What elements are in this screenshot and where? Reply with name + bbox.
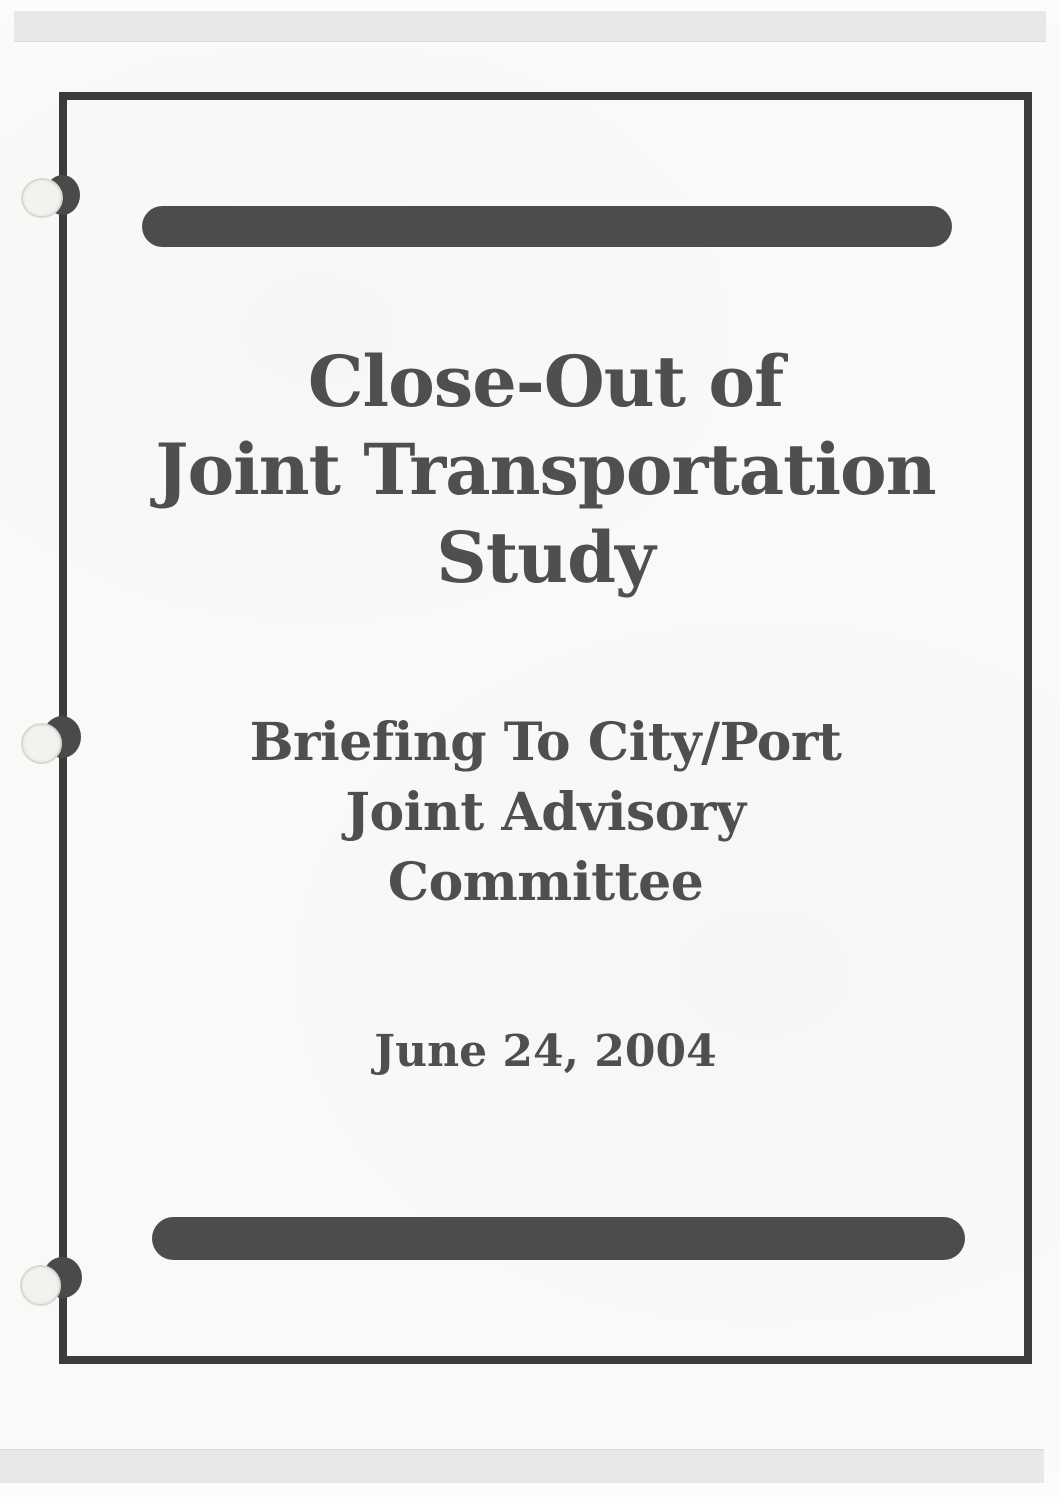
binder-hole-opening xyxy=(21,723,62,764)
subtitle-line-2: Joint Advisory xyxy=(345,782,746,843)
document-subtitle xyxy=(67,708,1024,918)
subtitle-line-3: Committee xyxy=(387,852,704,913)
title-line-1: Close-Out of xyxy=(307,340,784,423)
binder-hole xyxy=(19,1256,82,1308)
document-date: June 24, 2004 xyxy=(374,1026,717,1077)
title-line-2: Joint Transportation xyxy=(155,428,936,511)
binder-hole xyxy=(20,174,82,220)
title-line-3: Study xyxy=(436,516,655,599)
document-title xyxy=(67,338,1024,602)
cover-content xyxy=(67,0,1024,1497)
binder-hole-opening xyxy=(20,1265,61,1306)
subtitle-line-1: Briefing To City/Port xyxy=(249,712,842,773)
binder-hole xyxy=(20,715,82,765)
